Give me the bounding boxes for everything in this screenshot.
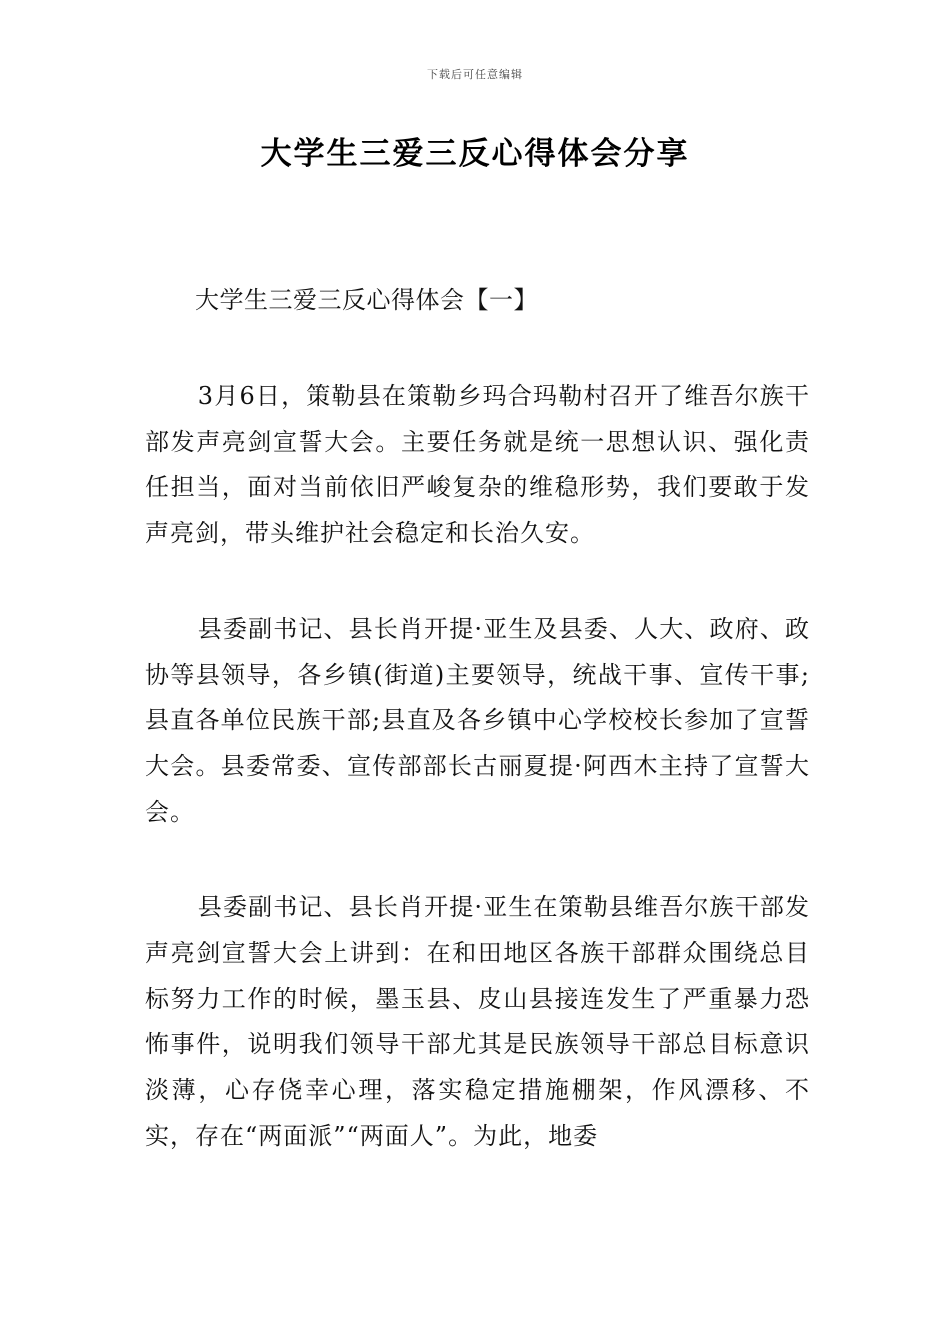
document-body (145, 282, 810, 1210)
header-note: 下载后可任意编辑 (427, 68, 523, 81)
paragraph-1: 3月6日，策勒县在策勒乡玛合玛勒村召开了维吾尔族干部发声亮剑宣誓大会。主要任务就是统一思想认识、强化责任担当，面对当前依旧严峻复杂的维稳形势，我们要敢于发声亮剑，带头维护社会稳定和长治久安。 (145, 382, 810, 548)
document-title: 大学生三爱三反心得体会分享 (260, 136, 690, 172)
paragraph-3: 县委副书记、县长肖开提·亚生在策勒县维吾尔族干部发声亮剑宣誓大会上讲到：在和田地区各族干部群众围绕总目标努力工作的时候，墨玉县、皮山县接连发生了严重暴力恐怖事件，说明我们领导干部尤其是民族领导干部总目标意识淡薄，心存侥幸心理，落实稳定措施棚架，作风漂移、不实，存在“两面派”“两面人”。为此，地委 (145, 893, 810, 1150)
section-heading: 大学生三爱三反心得体会【一】 (195, 286, 538, 314)
paragraph-2: 县委副书记、县长肖开提·亚生及县委、人大、政府、政协等县领导，各乡镇(街道)主要领导，统战干事、宣传干事;县直各单位民族干部;县直及各乡镇中心学校校长参加了宣誓大会。县委常委、宣传部部长古丽夏提·阿西木主持了宣誓大会。 (145, 614, 810, 826)
